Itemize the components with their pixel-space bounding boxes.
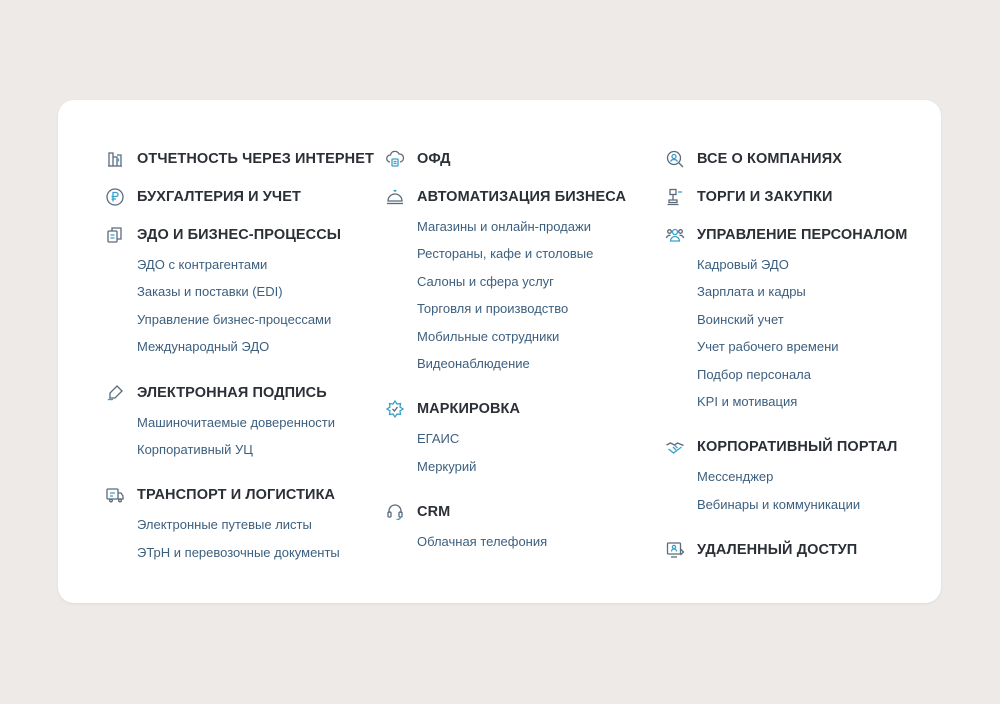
menu-link[interactable]: Корпоративный УЦ bbox=[137, 441, 253, 457]
people-icon bbox=[664, 224, 686, 246]
menu-link[interactable]: Магазины и онлайн-продажи bbox=[417, 219, 591, 234]
menu-link[interactable]: Рестораны, кафе и столовые bbox=[417, 246, 594, 262]
menu-link[interactable]: Управление бизнес-процессами bbox=[137, 311, 332, 327]
cloud-icon bbox=[384, 148, 406, 170]
section-heading[interactable] bbox=[666, 224, 907, 246]
menu-link[interactable]: Учет рабочего времени bbox=[697, 339, 839, 355]
section-reporting bbox=[106, 148, 374, 170]
list-item bbox=[697, 256, 907, 283]
section-heading[interactable] bbox=[386, 501, 626, 523]
section-signature bbox=[106, 382, 374, 469]
section-business-automation bbox=[386, 186, 626, 382]
link-list bbox=[386, 218, 626, 382]
list-item bbox=[137, 441, 374, 468]
list-item bbox=[137, 256, 374, 283]
list-item bbox=[137, 283, 374, 310]
section-title: УДАЛЕННЫЙ ДОСТУП bbox=[697, 542, 858, 559]
section-title: ТОРГИ И ЗАКУПКИ bbox=[697, 189, 833, 205]
section-title: КОРПОРАТИВНЫЙ ПОРТАЛ bbox=[697, 439, 898, 456]
menu-link[interactable]: Салоны и сфера услуг bbox=[417, 273, 554, 289]
section-title: АВТОМАТИЗАЦИЯ БИЗНЕСА bbox=[417, 189, 627, 205]
documents-icon bbox=[104, 224, 126, 246]
list-item bbox=[417, 328, 626, 355]
menu-link[interactable]: Мессенджер bbox=[697, 469, 774, 485]
menu-link[interactable]: Вебинары и коммуникации bbox=[697, 496, 861, 512]
link-list bbox=[386, 430, 626, 485]
headset-icon bbox=[384, 501, 406, 523]
section-accounting bbox=[106, 186, 374, 208]
truck-icon bbox=[104, 484, 126, 506]
menu-link[interactable]: Воинский учет bbox=[697, 311, 784, 327]
remote-access-icon bbox=[664, 539, 686, 561]
menu-column-3 bbox=[666, 148, 907, 577]
menu-link[interactable]: Кадровый ЭДО bbox=[697, 257, 789, 272]
list-item bbox=[417, 430, 626, 457]
menu-link[interactable]: ЕГАИС bbox=[417, 431, 460, 447]
handshake-icon bbox=[664, 436, 686, 458]
menu-link[interactable]: Мобильные сотрудники bbox=[417, 328, 560, 344]
list-item bbox=[417, 273, 626, 300]
section-heading[interactable] bbox=[386, 148, 626, 170]
menu-link[interactable]: Облачная телефония bbox=[417, 534, 548, 550]
link-list bbox=[106, 516, 374, 571]
link-list bbox=[106, 256, 374, 366]
section-heading[interactable] bbox=[386, 398, 626, 420]
list-item bbox=[417, 458, 626, 485]
section-heading[interactable] bbox=[666, 436, 907, 458]
search-person-icon bbox=[664, 148, 686, 170]
section-title: ОФД bbox=[417, 151, 451, 167]
section-title: CRM bbox=[417, 504, 451, 521]
list-item bbox=[697, 366, 907, 393]
section-heading[interactable] bbox=[666, 539, 907, 561]
section-companies bbox=[666, 148, 907, 170]
menu-column-2 bbox=[386, 148, 626, 577]
menu-link[interactable]: ЭТрН и перевозочные документы bbox=[137, 544, 340, 560]
section-heading[interactable] bbox=[386, 186, 626, 208]
section-title: ЭЛЕКТРОННАЯ ПОДПИСЬ bbox=[137, 384, 327, 401]
list-item bbox=[417, 218, 626, 245]
section-ofd bbox=[386, 148, 626, 170]
menu-link[interactable]: Заказы и поставки (EDI) bbox=[137, 284, 283, 300]
section-heading[interactable] bbox=[666, 148, 907, 170]
list-item bbox=[697, 338, 907, 365]
list-item bbox=[417, 355, 626, 382]
list-item bbox=[417, 300, 626, 327]
section-heading[interactable] bbox=[106, 484, 374, 506]
section-title: УПРАВЛЕНИЕ ПЕРСОНАЛОМ bbox=[697, 227, 908, 243]
section-heading[interactable] bbox=[106, 186, 374, 208]
ruble-icon bbox=[104, 186, 126, 208]
report-icon bbox=[104, 148, 126, 170]
section-edo bbox=[106, 224, 374, 366]
menu-link[interactable]: Зарплата и кадры bbox=[697, 284, 806, 300]
section-title: БУХГАЛТЕРИЯ И УЧЕТ bbox=[137, 189, 301, 205]
menu-link[interactable]: Торговля и производство bbox=[417, 301, 569, 317]
list-item bbox=[137, 311, 374, 338]
cloche-icon bbox=[384, 186, 406, 208]
section-transport bbox=[106, 484, 374, 571]
section-crm bbox=[386, 501, 626, 560]
section-title: МАРКИРОВКА bbox=[417, 401, 521, 418]
marking-icon bbox=[384, 398, 406, 420]
menu-link[interactable]: Машиночитаемые доверенности bbox=[137, 414, 336, 430]
gavel-icon bbox=[664, 186, 686, 208]
list-item bbox=[697, 311, 907, 338]
section-heading[interactable] bbox=[106, 382, 374, 404]
services-menu-card bbox=[58, 100, 941, 603]
list-item bbox=[697, 393, 907, 420]
section-remote-access bbox=[666, 539, 907, 561]
signature-icon bbox=[104, 382, 126, 404]
menu-link[interactable]: Международный ЭДО bbox=[137, 339, 270, 355]
section-marking bbox=[386, 398, 626, 485]
section-heading[interactable] bbox=[106, 148, 374, 170]
list-item bbox=[417, 533, 626, 560]
section-title: ТРАНСПОРТ И ЛОГИСТИКА bbox=[137, 487, 336, 504]
menu-link[interactable]: Видеонаблюдение bbox=[417, 355, 530, 371]
list-item bbox=[697, 283, 907, 310]
section-heading[interactable] bbox=[666, 186, 907, 208]
menu-link[interactable]: Электронные путевые листы bbox=[137, 517, 312, 533]
menu-column-1 bbox=[106, 148, 374, 587]
link-list bbox=[106, 414, 374, 469]
menu-link[interactable]: KPI и мотивация bbox=[697, 393, 798, 409]
menu-link[interactable]: Меркурий bbox=[417, 458, 477, 474]
list-item bbox=[137, 414, 374, 441]
menu-link[interactable]: ЭДО с контрагентами bbox=[137, 257, 268, 272]
section-portal bbox=[666, 436, 907, 523]
section-heading[interactable] bbox=[106, 224, 374, 246]
list-item bbox=[697, 496, 907, 523]
section-title: ВСЕ О КОМПАНИЯХ bbox=[697, 151, 842, 167]
link-list bbox=[666, 468, 907, 523]
list-item bbox=[137, 544, 374, 571]
list-item bbox=[137, 516, 374, 543]
menu-link[interactable]: Подбор персонала bbox=[697, 366, 811, 382]
list-item bbox=[137, 338, 374, 365]
section-tenders bbox=[666, 186, 907, 208]
list-item bbox=[697, 468, 907, 495]
link-list bbox=[386, 533, 626, 560]
section-hr bbox=[666, 224, 907, 420]
list-item bbox=[417, 245, 626, 272]
section-title: ЭДО И БИЗНЕС-ПРОЦЕССЫ bbox=[137, 227, 342, 243]
link-list bbox=[666, 256, 907, 420]
section-title: ОТЧЕТНОСТЬ ЧЕРЕЗ ИНТЕРНЕТ bbox=[137, 151, 374, 167]
